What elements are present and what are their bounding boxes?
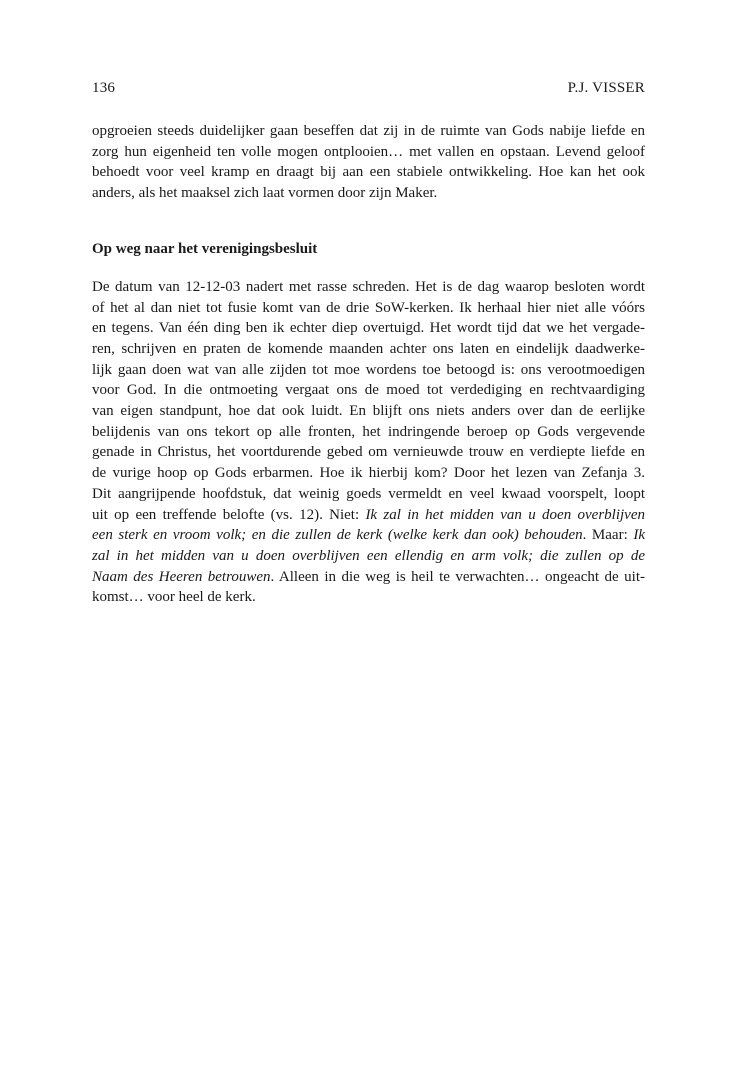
text-line: Dit aangrijpende hoofdstuk, dat weinig goeds vermeldt en veel kwaad voorspelt, loopt [92,485,645,502]
text-run: . Maar: [582,527,634,544]
text-line: genade in Christus, het voortdurende gebed om vernieuwde trouw en verdiepte liefde en [92,444,645,461]
scripture-quote: een sterk en vroom volk; en die zullen de kerk (welke kerk dan ook) behouden [92,527,583,544]
text-line [92,567,645,588]
text-line: behoedt voor veel kramp en draagt bij aan een stabiele ontwikkeling. Hoe kan het ook [92,164,645,181]
text-line: voor God. In die ontmoeting vergaat ons de moed tot verdediging en rechtvaardiging [92,382,645,399]
text-line: anders, als het maaksel zich laat vormen door zijn Maker. [92,185,438,202]
scripture-quote: zal in het midden van u doen overblijven een ellendig en arm volk; die zullen op de [92,547,645,564]
text-line: opgroeien steeds duidelijker gaan beseffen dat zij in de ruimte van Gods nabije liefde en [92,123,645,139]
text-line [92,505,645,526]
text-line: of het al dan niet tot fusie komt van de drie SoW-kerken. Ik herhaal hier niet alle vóórs [92,299,645,316]
text-line: van eigen standpunt, hoe dat ook luidt. En blijft ons niets anders over dan de eerlijke [92,403,645,420]
text-line [92,546,645,567]
author-name: P.J. VISSER [567,80,645,96]
section-heading: Op weg naar het verenigingsbesluit [92,240,318,257]
scripture-quote: Ik [633,527,645,544]
text-line: belijdenis van ons tekort op alle fronten, het indringende beroep op Gods vergevende [92,423,645,440]
paragraph-intro [92,121,645,204]
running-header [92,78,645,98]
document-page [92,78,645,608]
text-line: De datum van 12-12-03 nadert met rasse schreden. Het is de dag waarop besloten wordt [92,278,645,295]
scripture-quote: Ik zal in het midden van u doen overblijven [365,506,645,523]
text-line: en tegens. Van één ding ben ik echter diep overtuigd. Het wordt tijd dat we het vergade- [92,320,645,337]
text-line: zorg hun eigenheid ten volle mogen ontplooien… met vallen en opstaan. Levend geloof [92,143,645,160]
text-line: lijk gaan doen wat van alle zijden tot moe wordens toe betoogd is: ons verootmoedigen [92,361,645,378]
text-line: de vurige hoop op Gods erbarmen. Hoe ik hierbij kom? Door het lezen van Zefanja 3. [92,465,645,482]
text-run: uit op een treffende belofte (vs. 12). Niet: [92,506,366,523]
text-line: ren, schrijven en praten de komende maanden achter ons laten en eindelijk daadwerke- [92,340,645,357]
text-run: . Alleen in die weg is heil te verwachten… ongeacht de uit- [270,568,645,585]
scripture-quote: Naam des Heeren betrouwen [92,568,271,585]
paragraph-main [92,277,645,608]
text-line [92,525,645,546]
page-number: 136 [92,80,116,96]
text-line: komst… voor heel de kerk. [92,589,256,606]
